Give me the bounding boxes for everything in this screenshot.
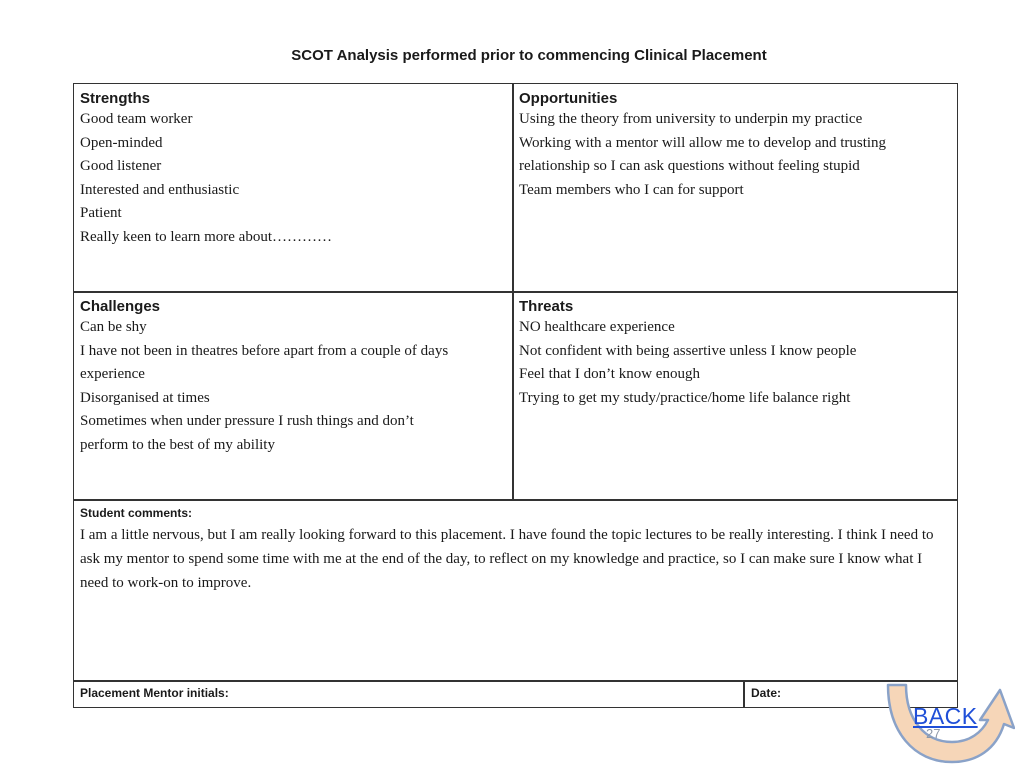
mentor-initials-label: Placement Mentor initials: — [80, 686, 229, 700]
threats-item: Trying to get my study/practice/home life balance right — [519, 389, 851, 406]
date-label: Date: — [751, 686, 782, 700]
opportunities-item: Using the theory from university to underpin my practice — [519, 111, 863, 127]
strengths-item: Patient — [80, 205, 122, 222]
strengths-item: Open-minded — [80, 134, 163, 151]
student-comments-heading: Student comments: — [80, 506, 193, 520]
scot-table — [73, 83, 958, 708]
threats-cell — [513, 292, 957, 499]
back-button[interactable]: BACK — [913, 703, 978, 729]
challenges-item: experience — [80, 366, 145, 383]
strengths-item: Really keen to learn more about………… — [80, 228, 333, 245]
challenges-heading: Challenges — [80, 298, 161, 315]
strengths-cell — [74, 84, 512, 291]
opportunities-item: Working with a mentor will allow me to develop and trusting — [519, 134, 887, 151]
challenges-item: Disorganised at times — [80, 389, 210, 406]
opportunities-heading: Opportunities — [519, 90, 618, 107]
challenges-item: Sometimes when under pressure I rush things and don’t — [80, 413, 414, 430]
page-number: 27 — [926, 726, 941, 741]
strengths-item: Interested and enthusiastic — [80, 181, 240, 198]
challenges-item: perform to the best of my ability — [80, 436, 275, 453]
opportunities-item: relationship so I can ask questions without feeling stupid — [519, 158, 860, 175]
challenges-cell — [74, 292, 512, 499]
opportunities-cell — [513, 84, 957, 291]
student-comments-text: I am a little nervous, but I am really looking forward to this placement. I have found the topic lectures to be really interesting. I think I need to ask my mentor to spend some time with me at the end of the day, to reflect on my knowledge and practice, so I can make sure I know what I need to work-on to improve. — [80, 527, 934, 591]
opportunities-item: Team members who I can for support — [519, 181, 744, 198]
threats-item: Feel that I don’t know enough — [519, 366, 700, 383]
threats-item: Not confident with being assertive unless I know people — [519, 342, 857, 359]
challenges-item: Can be shy — [80, 319, 147, 335]
strengths-heading: Strengths — [80, 90, 151, 107]
page-title: SCOT Analysis performed prior to commencing Clinical Placement — [291, 47, 767, 64]
strengths-item: Good listener — [80, 158, 162, 175]
threats-item: NO healthcare experience — [519, 319, 675, 335]
strengths-item: Good team worker — [80, 111, 193, 127]
student-comments-cell — [74, 500, 957, 680]
threats-heading: Threats — [519, 298, 574, 315]
mentor-initials-cell[interactable] — [74, 682, 743, 708]
challenges-item: I have not been in theatres before apart from a couple of days — [80, 342, 449, 359]
